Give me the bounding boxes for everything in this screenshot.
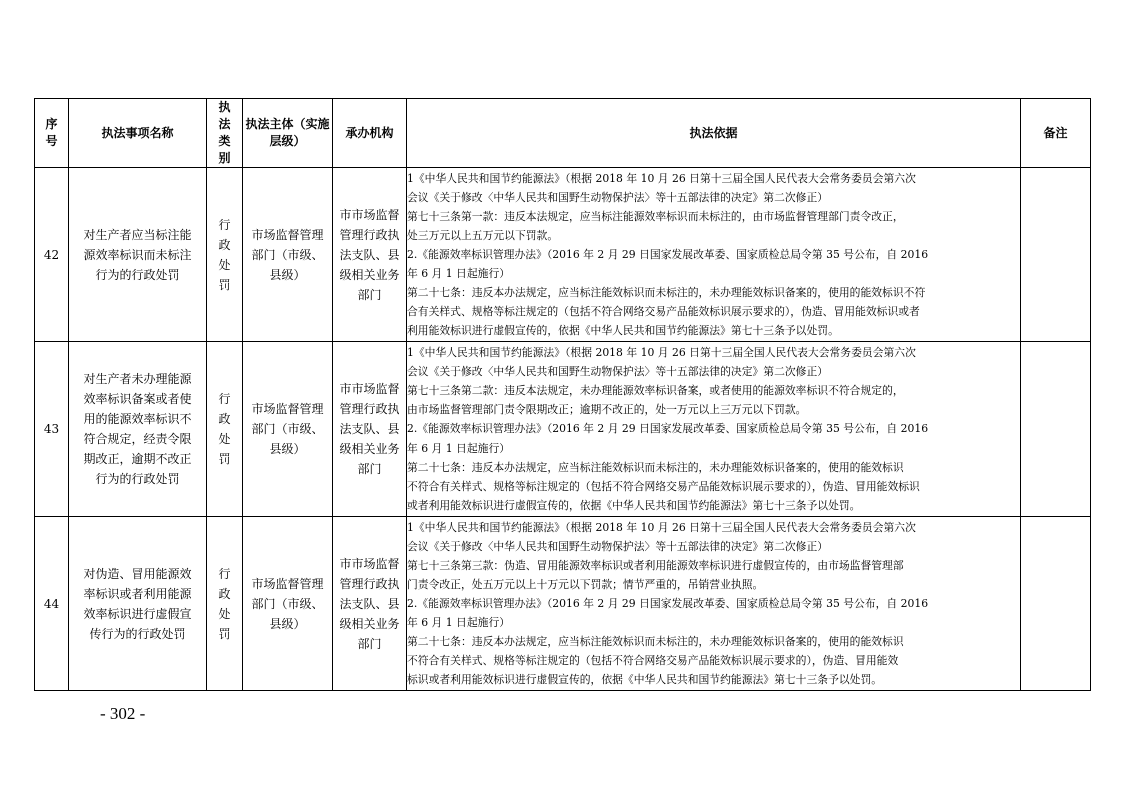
basis-line: 1《中华人民共和国节约能源法》（根据 2018 年 10 月 26 日第十三届全国人民代表大会常务委员会第六次 [407,171,916,185]
basis-line: 第七十三条第二款：违反本法规定，未办理能源效率标识备案，或者使用的能源效率标识不符合规定的， [407,384,904,398]
cell-agency: 市市场监督管理行政执法支队、县级相关业务部门 [333,517,407,691]
cell-category: 行政处罚 [207,517,243,691]
basis-line: 或者利用能效标识进行虚假宣传的，依据《中华人民共和国节约能源法》第七十三条予以处罚。 [407,498,861,512]
header-item: 执法事项名称 [69,99,207,168]
basis-line: 第七十三条第一款：违反本法规定，应当标注能源效率标识而未标注的，由市场监督管理部门责令改正， [407,209,904,223]
cell-basis [407,168,1021,342]
basis-line: 2.《能源效率标识管理办法》（2016 年 2 月 29 日国家发展改革委、国家质检总局令第 35 号公布，自 2016 [407,247,929,261]
basis-line: 不符合有关样式、规格等标注规定的（包括不符合网络交易产品能效标识展示要求的），伪造、冒用能效 [407,654,899,668]
basis-line: 会议《关于修改〈中华人民共和国野生动物保护法〉等十五部法律的决定》第二次修正） [407,190,829,204]
basis-line: 不符合有关样式、规格等标注规定的（包括不符合网络交易产品能效标识展示要求的），伪造、冒用能效标识 [407,479,920,493]
basis-line: 第二十七条：违反本办法规定，应当标注能效标识而未标注的，未办理能效标识备案的，使用的能效标识 [407,460,904,474]
basis-line: 年 6 月 1 日起施行） [407,616,511,630]
basis-line: 2.《能源效率标识管理办法》（2016 年 2 月 29 日国家发展改革委、国家质检总局令第 35 号公布，自 2016 [407,422,929,436]
basis-line: 1《中华人民共和国节约能源法》（根据 2018 年 10 月 26 日第十三届全国人民代表大会常务委员会第六次 [407,346,916,360]
cell-item: 对生产者未办理能源效率标识备案或者使用的能源效率标识不符合规定，经责令限期改正，逾期不改正行为的行政处罚 [69,342,207,517]
cell-item: 对伪造、冒用能源效率标识或者利用能源效率标识进行虚假宣传行为的行政处罚 [69,517,207,691]
cell-item: 对生产者应当标注能源效率标识而未标注行为的行政处罚 [69,168,207,342]
header-seq: 序号 [35,99,69,168]
basis-line: 2.《能源效率标识管理办法》（2016 年 2 月 29 日国家发展改革委、国家质检总局令第 35 号公布，自 2016 [407,596,929,610]
table-row [35,342,1091,517]
basis-line: 第二十七条：违反本办法规定，应当标注能效标识而未标注的，未办理能效标识备案的，使用的能效标识 [407,635,904,649]
cell-seq: 44 [35,517,69,691]
cell-remark [1021,517,1091,691]
basis-line: 会议《关于修改〈中华人民共和国野生动物保护法〉等十五部法律的决定》第二次修正） [407,539,829,553]
cell-remark [1021,168,1091,342]
page-number: - 302 - [100,704,146,723]
cell-subject: 市场监督管理部门（市级、县级） [243,168,333,342]
basis-line: 合有关样式、规格等标注规定的（包括不符合网络交易产品能效标识展示要求的），伪造、冒用能效标识或者 [407,305,920,319]
table-row [35,168,1091,342]
cell-remark [1021,342,1091,517]
enforcement-table [34,98,1091,691]
cell-agency: 市市场监督管理行政执法支队、县级相关业务部门 [333,342,407,517]
basis-line: 年 6 月 1 日起施行） [407,441,511,455]
header-basis: 执法依据 [407,99,1021,168]
header-category: 执法类别 [207,99,243,168]
cell-basis [407,342,1021,517]
basis-line: 标识或者利用能效标识进行虚假宣传的，依据《中华人民共和国节约能源法》第七十三条予以处罚。 [407,673,883,687]
basis-line: 1《中华人民共和国节约能源法》（根据 2018 年 10 月 26 日第十三届全国人民代表大会常务委员会第六次 [407,520,916,534]
cell-category: 行政处罚 [207,168,243,342]
basis-line: 由市场监督管理部门责令限期改正；逾期不改正的，处一万元以上三万元以下罚款。 [407,403,807,417]
cell-subject: 市场监督管理部门（市级、县级） [243,342,333,517]
cell-category: 行政处罚 [207,342,243,517]
cell-basis [407,517,1021,691]
basis-line: 年 6 月 1 日起施行） [407,267,511,281]
cell-seq: 42 [35,168,69,342]
basis-line: 处三万元以上五万元以下罚款。 [407,228,559,242]
header-subject: 执法主体（实施层级） [243,99,333,168]
basis-line: 第七十三条第三款：伪造、冒用能源效率标识或者利用能源效率标识进行虚假宣传的，由市场监督管理部 [407,558,904,572]
basis-line: 门责令改正，处五万元以上十万元以下罚款；情节严重的，吊销营业执照。 [407,577,764,591]
basis-line: 利用能效标识进行虚假宣传的，依据《中华人民共和国节约能源法》第七十三条予以处罚。 [407,324,839,338]
cell-seq: 43 [35,342,69,517]
cell-subject: 市场监督管理部门（市级、县级） [243,517,333,691]
table-row [35,517,1091,691]
header-row [35,99,1091,168]
header-agency: 承办机构 [333,99,407,168]
header-remark: 备注 [1021,99,1091,168]
basis-line: 第二十七条：违反本办法规定，应当标注能效标识而未标注的，未办理能效标识备案的，使用的能效标识不符 [407,286,926,300]
cell-agency: 市市场监督管理行政执法支队、县级相关业务部门 [333,168,407,342]
basis-line: 会议《关于修改〈中华人民共和国野生动物保护法〉等十五部法律的决定》第二次修正） [407,365,829,379]
